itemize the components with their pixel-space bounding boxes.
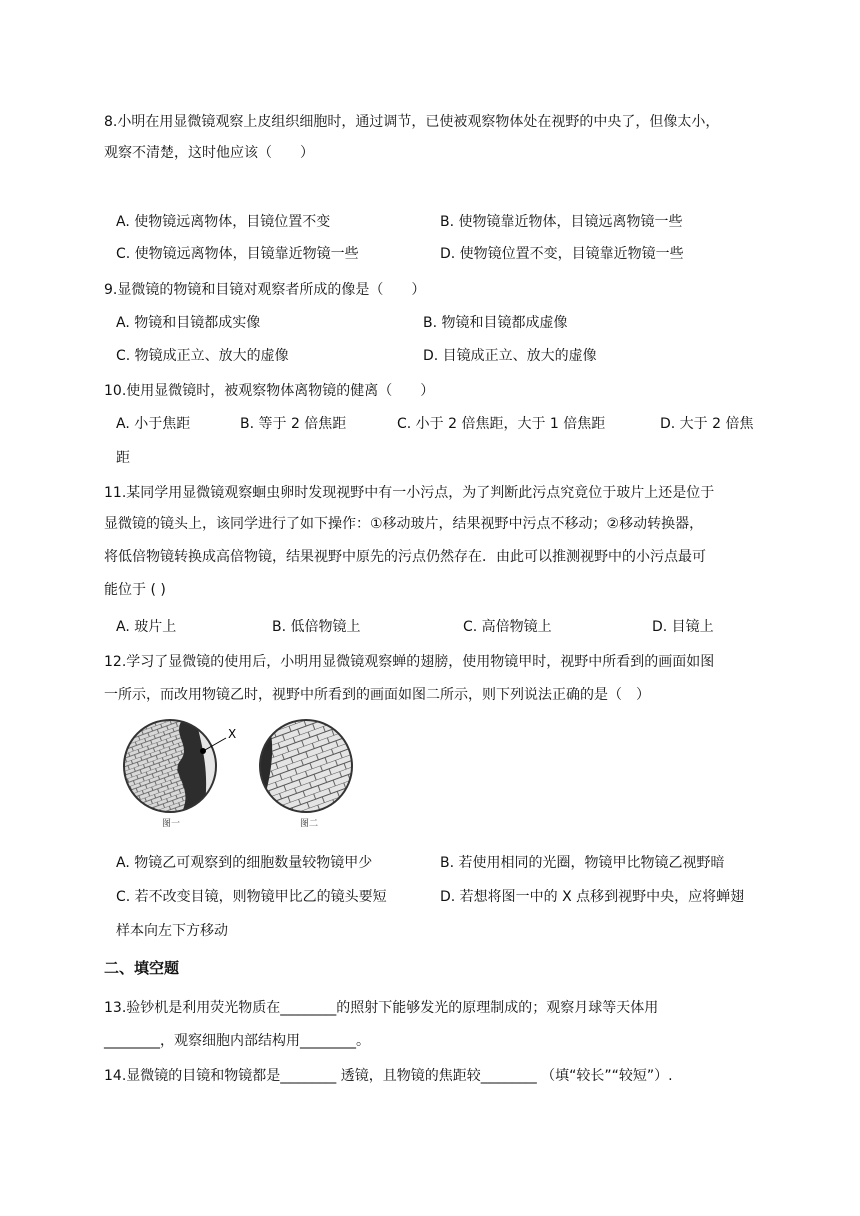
q13-line1: 13.验钞机是利用荧光物质在________的照射下能够发光的原理制成的；观察月球等天体用 [104, 1000, 659, 1016]
q8-option-d: D. 使物镜位置不变，目镜靠近物镜一些 [440, 246, 684, 262]
figure-one-drawing [112, 716, 242, 826]
q14-line1: 14.显微镜的目镜和物镜都是________ 透镜，且物镜的焦距较________ （填“较长”“较短”）. [104, 1068, 673, 1084]
figure-one [112, 716, 242, 829]
figure-two-drawing [246, 716, 366, 826]
q12-option-d-wrap: 样本向左下方移动 [116, 923, 228, 939]
q8-option-c: C. 使物镜远离物体，目镜靠近物镜一些 [116, 246, 359, 262]
q12-option-d: D. 若想将图一中的 X 点移到视野中央，应将蝉翅 [440, 889, 745, 905]
q10-option-b: B. 等于 2 倍焦距 [240, 416, 347, 432]
q12-line2: 一所示，而改用物镜乙时，视野中所看到的画面如图二所示，则下列说法正确的是（ ） [104, 687, 650, 703]
q11-option-d: D. 目镜上 [652, 619, 714, 635]
q9-option-b: B. 物镜和目镜都成虚像 [423, 315, 568, 331]
section-title: 二、填空题 [104, 959, 180, 977]
q9-line1: 9.显微镜的物镜和目镜对观察者所成的像是（ ） [104, 282, 426, 298]
q8-option-a: A. 使物镜远离物体，目镜位置不变 [116, 214, 331, 230]
q12-line1: 12.学习了显微镜的使用后，小明用显微镜观察蝉的翅膀，使用物镜甲时，视野中所看到的画面如图 [104, 654, 715, 670]
q8-line1: 8.小明在用显微镜观察上皮组织细胞时，通过调节，已使被观察物体处在视野的中央了，但像太小， [104, 114, 720, 130]
q9-option-c: C. 物镜成正立、放大的虚像 [116, 348, 289, 364]
q9-option-d: D. 目镜成正立、放大的虚像 [423, 348, 597, 364]
q10-option-c: C. 小于 2 倍焦距，大于 1 倍焦距 [397, 416, 606, 432]
figure-two [246, 716, 366, 829]
q9-option-a: A. 物镜和目镜都成实像 [116, 315, 261, 331]
q11-option-a: A. 玻片上 [116, 619, 177, 635]
q11-option-b: B. 低倍物镜上 [272, 619, 361, 635]
figure-x-label: X [228, 727, 237, 741]
q12-option-b: B. 若使用相同的光圈，物镜甲比物镜乙视野暗 [440, 855, 725, 871]
q8-option-b: B. 使物镜靠近物体，目镜远离物镜一些 [440, 214, 683, 230]
figure-two-caption: 图二 [300, 819, 319, 829]
q8-line2: 观察不清楚，这时他应该（ ） [104, 145, 314, 161]
q12-option-c: C. 若不改变目镜，则物镜甲比乙的镜头要短 [116, 889, 387, 905]
q11-line3: 将低倍物镜转换成高倍物镜，结果视野中原先的污点仍然存在．由此可以推测视野中的小污点最可 [104, 549, 706, 565]
q11-line1: 11.某同学用显微镜观察蛔虫卵时发现视野中有一小污点，为了判断此污点究竟位于玻片上还是位于 [104, 485, 715, 501]
q10-option-d: D. 大于 2 倍焦 [660, 416, 754, 432]
q10-option-a: A. 小于焦距 [116, 416, 191, 432]
figure-one-caption: 图一 [162, 819, 181, 829]
q10-line1: 10.使用显微镜时，被观察物体离物镜的健离（ ） [104, 383, 435, 399]
q11-option-c: C. 高倍物镜上 [463, 619, 552, 635]
q13-line2: ________，观察细胞内部结构用________。 [104, 1033, 370, 1049]
q10-option-d-wrap: 距 [116, 450, 130, 466]
q12-option-a: A. 物镜乙可观察到的细胞数量较物镜甲少 [116, 855, 373, 871]
q11-line2: 显微镜的镜头上，该同学进行了如下操作：①移动玻片，结果视野中污点不移动；②移动转换器， [104, 516, 704, 532]
q11-line4: 能位于 ( ) [104, 582, 166, 598]
